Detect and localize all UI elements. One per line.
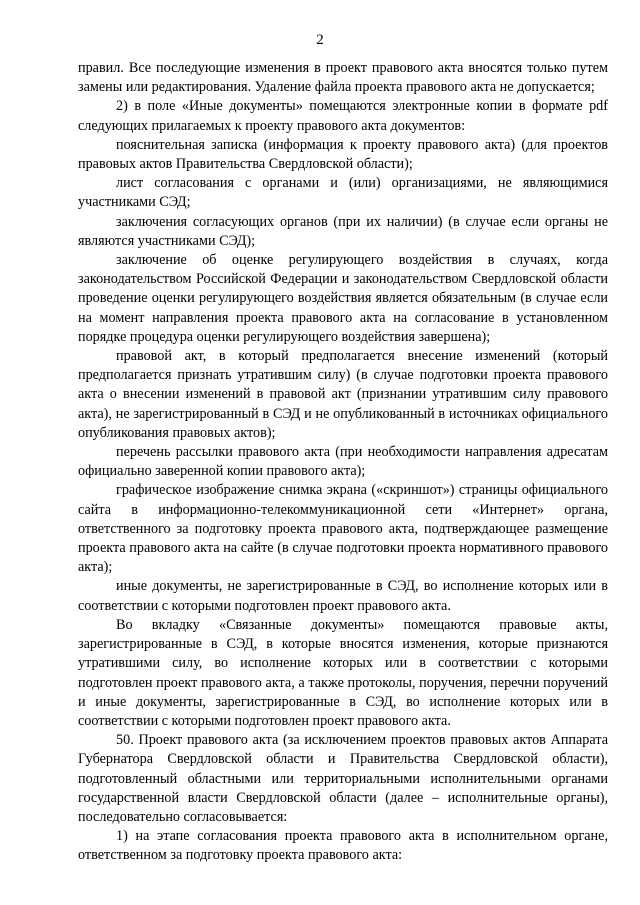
paragraph-4: лист согласования с органами и (или) организациями, не являющимися участниками СЭД;	[78, 175, 608, 211]
document-body	[78, 59, 608, 866]
paragraph-12: 50. Проект правового акта (за исключением проектов правовых актов Аппарата Губернатора Свердловской области и Правительства Свердловской области), подготовленный областными или территориальными исполнительными органами государственной власти Свердловской области (далее – исполнительные органы), последовательно согласовывается:	[78, 732, 608, 825]
paragraph-9: графическое изображение снимка экрана («скриншот») страницы официального сайта в информационно-телекоммуникационной сети «Интернет» органа, ответственного за подготовку проекта правового акта, подтверждающее размещение проекта правового акта на сайте (в случае подготовки проекта нормативного правового акта);	[78, 482, 608, 576]
paragraph-3: пояснительная записка (информация к проекту правового акта) (для проектов правовых актов Правительства Свердловской области);	[78, 136, 608, 173]
page-number: 2	[316, 32, 324, 48]
paragraph-10: иные документы, не зарегистрированные в СЭД, во исполнение которых или в соответствии с которыми подготовлен проект правового акта.	[78, 578, 608, 614]
paragraph-13: 1) на этапе согласования проекта правового акта в исполнительном органе, ответственном за подготовку проекта правового акта:	[78, 828, 608, 864]
paragraph-5: заключения согласующих органов (при их наличии) (в случае если органы не являются участниками СЭД);	[78, 213, 608, 249]
paragraph-8: перечень рассылки правового акта (при необходимости направления адресатам официально заверенной копии правового акта);	[78, 444, 608, 480]
paragraph-11: Во вкладку «Связанные документы» помещаются правовые акты, зарегистрированные в СЭД, в которые вносятся изменения, которые признаются утратившими силу, во исполнение которых или в соответствии с которыми подготовлен проект правового акта, а также протоколы, поручения, перечни поручений и иные документы, зарегистрированные в СЭД, во исполнение которых или в соответствии с которыми подготовлен проект правового акта.	[78, 616, 608, 729]
paragraph-2: 2) в поле «Иные документы» помещаются электронные копии в формате pdf следующих прилагаемых к проекту правового акта документов:	[78, 98, 608, 134]
paragraph-6: заключение об оценке регулирующего воздействия в случаях, когда законодательством Российской Федерации и законодательством Свердловской области проведение оценки регулирующего воздействия является обязательным (в случае если на момент направления проекта правового акта на согласование в установленном порядке процедура оценки регулирующего воздействия завершена);	[78, 252, 608, 345]
paragraph-1: правил. Все последующие изменения в проект правового акта вносятся только путем замены или редактирования. Удаление файла проекта правового акта не допускается;	[78, 60, 608, 96]
paragraph-7: правовой акт, в который предполагается внесение изменений (который предполагается признать утратившим силу) (в случае подготовки проекта правового акта о внесении изменений в правовой акт (признании утратившим силу правового акта), не зарегистрированный в СЭД и не опубликованный в источниках официального опубликования правовых актов);	[78, 348, 608, 441]
